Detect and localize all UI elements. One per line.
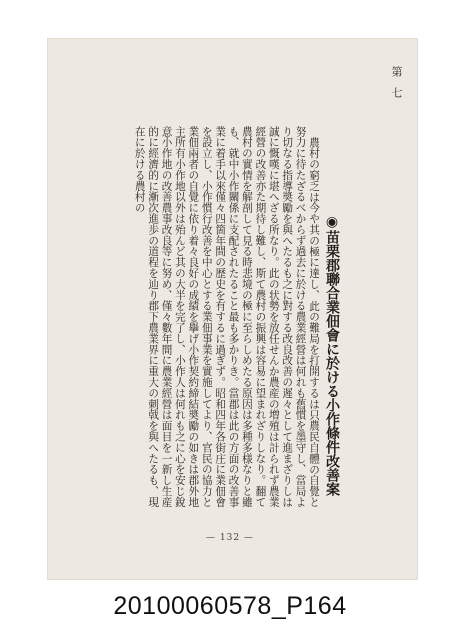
section-title: ◉苗栗郡聯合業佃會に於ける小作條件改善案 <box>324 214 340 496</box>
chapter-header: 第七 <box>390 66 403 108</box>
body-text <box>100 126 320 516</box>
image-caption: 20100060578_P164 <box>113 592 347 620</box>
page-number: — 132 — <box>206 533 254 543</box>
paragraph: 農村の窮乏は今や其の極に達し、此の難局を打開するは只農民自體の自覺と努力に待たざるべからず過去に於ける農業經營は何れも舊慣を墨守し、當局より切なる指導奬勵を與へたるも之に對する改良改善の遲々として進まざりしは誠に慨嘆に堪へざる所なり。此の状勢を放任せんか農産の増殖は計られず農業經營の改善亦た期待し難し、斯て農村の振興は容易に望まれざりしなり。翻て農村の實情を解剖して見る時悲境の極に至らしめたる原因は多種多様なりと雖も、就中小作關係に支配されたること最も多かりき。當郡は此の方面の改善事業に着手以來僅々四箇年間の歴史を有するに過ぎず。昭和四年各街庄に業佃會を設立し、小作慣行改善を中心とする業佃事業を實施してより、官民の協力と業佃兩者の自覺に依り着々良好の成績を擧げ小作契約締結奬勵の如きは郡外地主所有小作地以外は殆んど其の大半を完了し、小作人は何れも之に心を安じ銳意小作地の改善農事改良等に努め、僅々數年間に農業經營は面目を一新し生産的に經濟的に漸次進歩の道程を辿り郡下農業界に重大の刺戟を與へたるも、現在に於ける農村の <box>133 126 320 508</box>
